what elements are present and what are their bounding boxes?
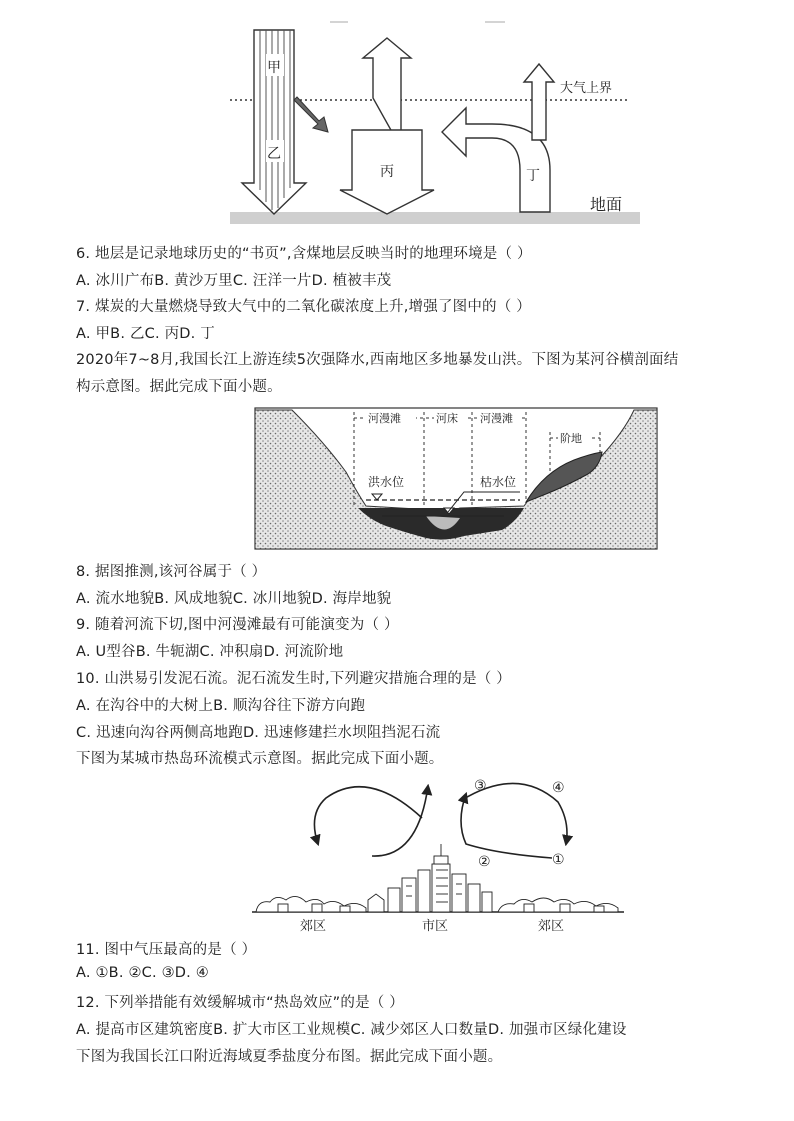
q10-options-2: C. 迅速向沟谷两侧高地跑D. 迅速修建拦水坝阻挡泥石流 xyxy=(76,725,441,741)
terrace-label: 阶地 xyxy=(560,432,582,445)
yi-label: 乙 xyxy=(267,146,281,162)
q12-question: 12. 下列举措能有效缓解城市“热岛效应”的是（ ） xyxy=(76,995,405,1011)
dry-level-label: 枯水位 xyxy=(480,475,517,489)
bing-arrow xyxy=(340,38,434,214)
intro3-line1: 下图为某城市热岛环流模式示意图。据此完成下面小题。 xyxy=(76,751,444,767)
city-buildings xyxy=(388,844,492,912)
point-1: ① xyxy=(552,852,565,868)
q8-question: 8. 据图推测,该河谷属于（ ） xyxy=(76,564,267,580)
left-circulation-arrow-bottom xyxy=(372,786,428,856)
intro2-line1: 2020年7~8月,我国长江上游连续5次强降水,西南地区多地暴发山洪。下图为某河谷横剖面结 xyxy=(76,352,679,368)
point-3: ③ xyxy=(474,778,487,794)
ground-label: 地面 xyxy=(590,195,623,214)
suburb-left-label: 郊区 xyxy=(300,919,327,934)
bing-label: 丙 xyxy=(380,164,394,180)
q9-options: A. U型谷B. 牛轭湖C. 冲积扇D. 河流阶地 xyxy=(76,644,344,660)
q7-question: 7. 煤炭的大量燃烧导致大气中的二氧化碳浓度上升,增强了图中的（ ） xyxy=(76,299,531,315)
q10-options-1: A. 在沟谷中的大树上B. 顺沟谷往下游方向跑 xyxy=(76,698,366,714)
floodplain-right-label: 河漫滩 xyxy=(480,412,513,425)
point-4: ④ xyxy=(552,780,565,796)
point-2: ② xyxy=(478,854,491,870)
right-circulation-arrow-bottom xyxy=(461,794,552,858)
q6-options: A. 冰川广布B. 黄沙万里C. 汪洋一片D. 植被丰茂 xyxy=(76,273,392,289)
q8-options: A. 流水地貌B. 风成地貌C. 冰川地貌D. 海岸地貌 xyxy=(76,591,392,607)
riverbed-label: 河床 xyxy=(436,412,458,425)
suburb-right-label: 郊区 xyxy=(538,919,565,934)
q6-question: 6. 地层是记录地球历史的“书页”,含煤地层反映当时的地理环境是（ ） xyxy=(76,246,532,262)
flood-level-label: 洪水位 xyxy=(368,475,405,489)
floodplain-left-label: 河漫滩 xyxy=(368,412,401,425)
ding-arrow xyxy=(442,64,554,212)
reflection-arrow xyxy=(294,97,328,132)
q7-options: A. 甲B. 乙C. 丙D. 丁 xyxy=(76,326,215,342)
river-valley-diagram xyxy=(254,402,659,552)
left-circulation-arrow-top xyxy=(314,787,422,844)
q10-question: 10. 山洪易引发泥石流。泥石流发生时,下列避灾措施合理的是（ ） xyxy=(76,671,511,687)
q11-options: A. ①B. ②C. ③D. ④ xyxy=(76,965,209,981)
heat-island-diagram xyxy=(248,774,628,934)
ground-surface xyxy=(230,212,640,224)
jia-yi-arrow xyxy=(242,30,306,214)
urban-label: 市区 xyxy=(422,919,449,934)
q9-question: 9. 随着河流下切,图中河漫滩最有可能演变为（ ） xyxy=(76,617,399,633)
q12-options: A. 提高市区建筑密度B. 扩大市区工业规模C. 减少郊区人口数量D. 加强市区绿化建设 xyxy=(76,1022,627,1038)
atmosphere-heat-diagram xyxy=(230,20,650,232)
q11-question: 11. 图中气压最高的是（ ） xyxy=(76,942,257,958)
right-suburb-skyline xyxy=(498,898,618,912)
jia-label: 甲 xyxy=(267,60,281,76)
intro4-line1: 下图为我国长江口附近海域夏季盐度分布图。据此完成下面小题。 xyxy=(76,1049,503,1065)
intro2-line2: 构示意图。据此完成下面小题。 xyxy=(76,379,282,395)
left-suburb-skyline xyxy=(256,894,384,912)
upper-atmosphere-label: 大气上界 xyxy=(560,81,613,96)
ding-label: 丁 xyxy=(526,168,540,184)
